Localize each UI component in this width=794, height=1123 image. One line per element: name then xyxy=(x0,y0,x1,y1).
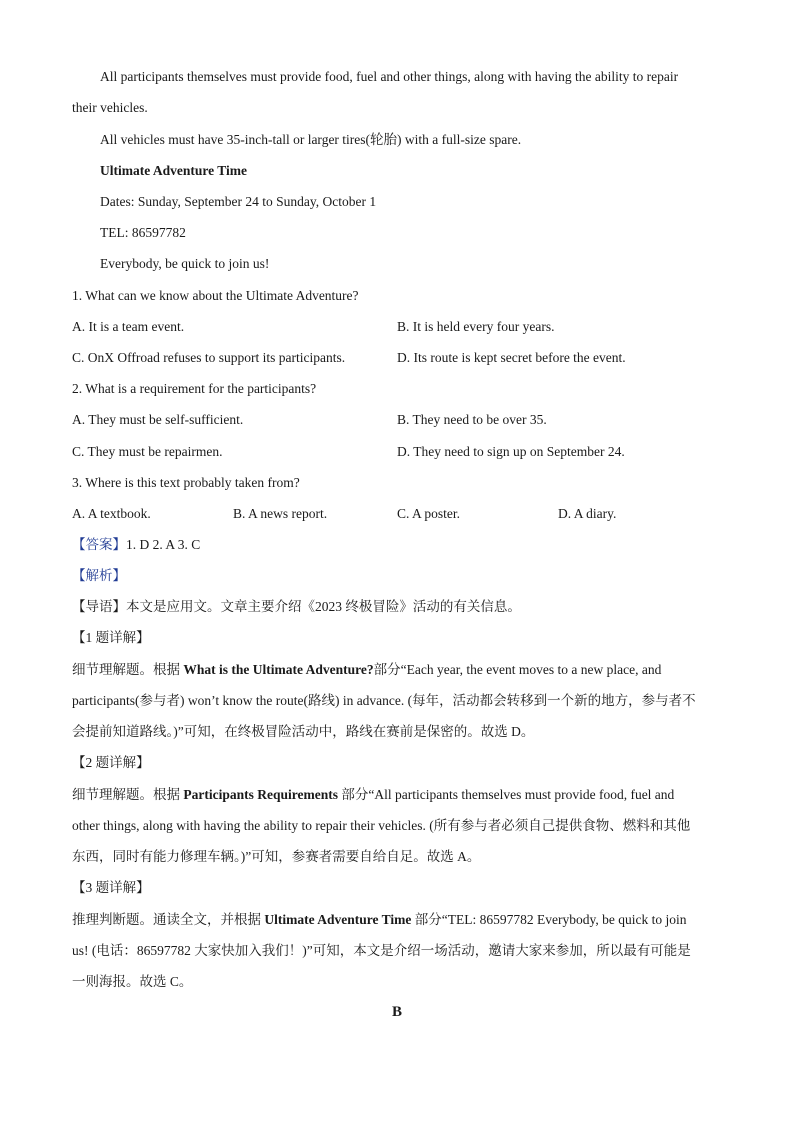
detail-line xyxy=(72,911,722,929)
detail-label: 【1 题详解】 xyxy=(72,630,150,645)
question-option: C. OnX Offroad refuses to support its participants. xyxy=(72,350,346,365)
detail-suffix: 部分“TEL: 86597782 Everybody, be quick to join xyxy=(411,912,687,927)
question-option: C. They must be repairmen. xyxy=(72,444,223,459)
detail-line: 会提前知道路线。)”可知，在终极冒险活动中，路线在赛前是保密的。故选 D。 xyxy=(72,724,535,739)
question-option: C. A poster. xyxy=(397,506,461,521)
event-dates: Dates: Sunday, September 24 to Sunday, October 1 xyxy=(100,194,377,209)
detail-suffix: 部分“Each year, the event moves to a new place, and xyxy=(373,662,662,677)
question-option: D. They need to sign up on September 24. xyxy=(397,444,625,459)
question-option: A. It is a team event. xyxy=(72,319,185,334)
question-option: D. A diary. xyxy=(558,506,617,521)
detail-line: us! (电话：86597782 大家快加入我们！)”可知，本文是介绍一场活动，邀请大家来参加，所以最有可能是 xyxy=(72,943,691,958)
answer-label: 【答案】 xyxy=(72,537,126,552)
guide-label: 【导语】 xyxy=(72,599,126,614)
section-letter: B xyxy=(391,1004,402,1020)
question-stem: 2. What is a requirement for the participants? xyxy=(72,381,317,396)
detail-prefix: 推理判断题。通读全文，并根据 xyxy=(72,912,265,927)
detail-line: 一则海报。故选 C。 xyxy=(72,974,193,989)
detail-line: 东西，同时有能力修理车辆。)”可知，参赛者需要自给自足。故选 A。 xyxy=(72,849,481,864)
question-option: B. It is held every four years. xyxy=(397,319,555,334)
answer-text: 1. D 2. A 3. C xyxy=(126,537,201,552)
guide-line xyxy=(72,598,722,616)
question-option: A. They must be self-sufficient. xyxy=(72,412,244,427)
detail-prefix: 细节理解题。根据 xyxy=(72,787,184,802)
detail-section-name: Ultimate Adventure Time xyxy=(264,912,412,927)
question-option: D. Its route is kept secret before the event. xyxy=(397,350,626,365)
analysis-label: 【解析】 xyxy=(72,568,126,583)
detail-prefix: 细节理解题。根据 xyxy=(72,662,184,677)
detail-line: other things, along with having the ability to repair their vehicles. (所有参与者必须自己提供食物、燃料和其他 xyxy=(72,818,691,833)
question-stem: 1. What can we know about the Ultimate Adventure? xyxy=(72,288,359,303)
event-tel: TEL: 86597782 xyxy=(100,225,186,240)
passage-closing: Everybody, be quick to join us! xyxy=(100,256,270,271)
passage-paragraph-line: All participants themselves must provide food, fuel and other things, along with having the ability to repair xyxy=(100,69,679,84)
question-stem: 3. Where is this text probably taken from? xyxy=(72,475,300,490)
detail-section-name: Participants Requirements xyxy=(183,787,338,802)
detail-label: 【2 题详解】 xyxy=(72,755,150,770)
detail-section-name: What is the Ultimate Adventure? xyxy=(183,662,374,677)
passage-paragraph-line: their vehicles. xyxy=(72,100,148,115)
question-option: A. A textbook. xyxy=(72,506,151,521)
detail-line xyxy=(72,661,722,679)
question-option: B. They need to be over 35. xyxy=(397,412,547,427)
guide-text: 本文是应用文。文章主要介绍《2023 终极冒险》活动的有关信息。 xyxy=(126,599,521,614)
answer-line xyxy=(72,536,722,554)
detail-line: participants(参与者) won’t know the route(路线) in advance. (每年，活动都会转移到一个新的地方，参与者不 xyxy=(72,693,696,708)
detail-suffix: 部分“All participants themselves must provide food, fuel and xyxy=(338,787,675,802)
detail-label: 【3 题详解】 xyxy=(72,880,150,895)
detail-line xyxy=(72,786,722,804)
passage-heading: Ultimate Adventure Time xyxy=(100,163,247,178)
passage-paragraph: All vehicles must have 35-inch-tall or larger tires(轮胎) with a full-size spare. xyxy=(100,132,522,147)
question-option: B. A news report. xyxy=(233,506,328,521)
